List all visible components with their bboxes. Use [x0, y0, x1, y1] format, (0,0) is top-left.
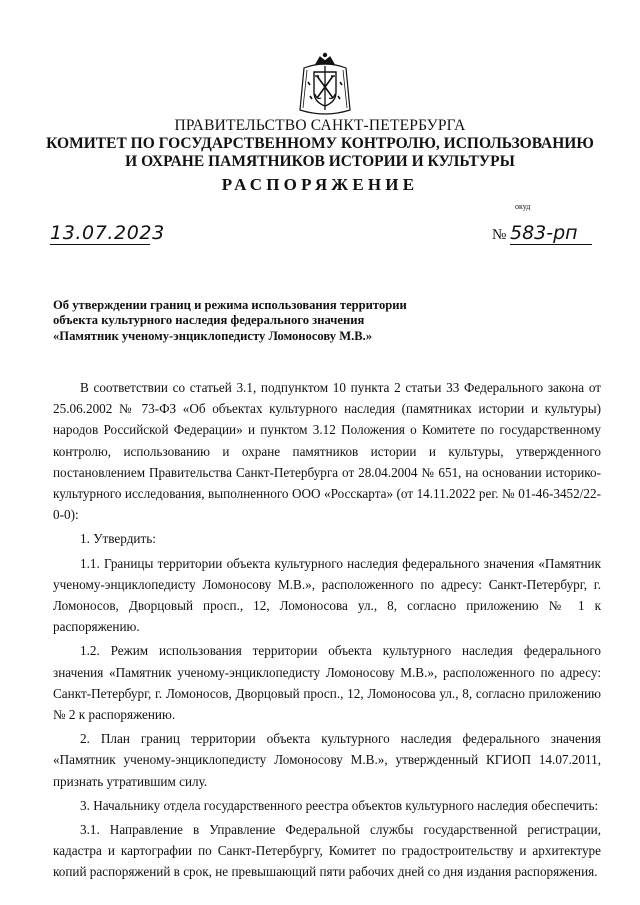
number-label: №: [492, 227, 507, 243]
clause-3: 3. Начальнику отдела государственного реестра объектов культурного наследия обеспечить:: [80, 797, 599, 813]
clause-1: 1. Утвердить:: [80, 531, 156, 547]
coat-of-arms-icon: [296, 52, 354, 118]
clause-1-1: 1.1. Границы территории объекта культурного наследия федерального значения «Памятник ученому-энциклопедисту Ломоносову М.В.», расположенного по адресу: Санкт-Петербург, г. Ломоносов, Дворцовый просп., 12, Ломоносова ул., 8, согласно приложению № 1 к распоряжению.: [53, 555, 601, 635]
committee-name: [0, 135, 640, 171]
preamble-paragraph: В соответствии со статьей 3.1, подпунктом 10 пункта 2 статьи 33 Федерального закона от 25.06.2002 № 73-ФЗ «Об объектах культурного наследия (памятниках истории и культуры) народов Российской Федерации» и пунктом 3.12 Положения о Комитете по государственному контролю, использованию и охране памятников истории и культуры, утвержденного постановлением Правительства Санкт-Петербурга от 28.04.2004 № 651, на основании историко-культурного исследования, выполненного ООО «Росскарта» (от 14.11.2022 рег. № 01-46-3452/22-0-0):: [53, 380, 601, 523]
government-name: ПРАВИТЕЛЬСТВО САНКТ-ПЕТЕРБУРГА: [174, 117, 466, 134]
clause-3-1: 3.1. Направление в Управление Федеральной службы государственной регистрации, кадастра и картографии по Санкт-Петербургу, Комитет по градостроительству и архитектуре копий распоряжений в срок, не превышающий пяти рабочих дней со дня издания распоряжения.: [53, 822, 601, 880]
subject-line: объекта культурного наследия федерального значения: [53, 313, 365, 328]
okud-label: окуд: [515, 202, 531, 211]
document-date: 13.07.2023: [50, 222, 165, 244]
document-type-title: РАСПОРЯЖЕНИЕ: [221, 175, 419, 194]
document-number: 583-рп: [510, 222, 592, 245]
committee-name-line: И ОХРАНЕ ПАМЯТНИКОВ ИСТОРИИ И КУЛЬТУРЫ: [125, 153, 515, 170]
document-subject: [53, 298, 473, 344]
clause-2: 2. План границ территории объекта культурного наследия федерального значения «Памятник ученому-энциклопедисту Ломоносову М.В.», утвержденный КГИОП 14.07.2011, признать утратившим силу.: [53, 731, 601, 789]
subject-line: «Памятник ученому-энциклопедисту Ломоносову М.В.»: [53, 328, 373, 343]
committee-name-line: КОМИТЕТ ПО ГОСУДАРСТВЕННОМУ КОНТРОЛЮ, ИСПОЛЬЗОВАНИЮ: [46, 135, 594, 152]
clause-1-2: 1.2. Режим использования территории объекта культурного наследия федерального значения «Памятник ученому-энциклопедисту Ломоносову М.В.», расположенного по адресу: Санкт-Петербург, г. Ломоносов, Дворцовый просп., 12, Ломоносова ул., 8, согласно приложению № 2 к распоряжению.: [53, 643, 601, 723]
document-body: [53, 377, 601, 883]
subject-line: Об утверждении границ и режима использования территории: [53, 298, 407, 312]
